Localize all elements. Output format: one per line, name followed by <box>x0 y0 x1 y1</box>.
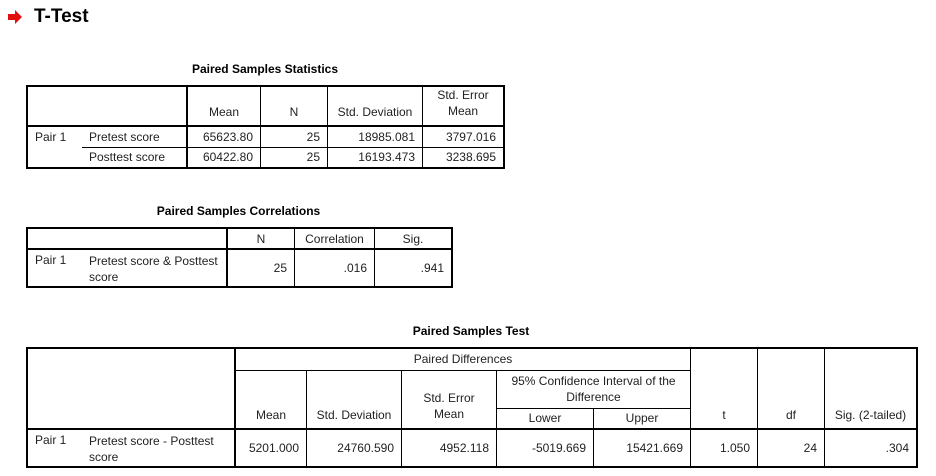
col-n: N <box>261 86 328 126</box>
stats-caption: Paired Samples Statistics <box>191 62 339 76</box>
col-lower: Lower <box>497 408 594 429</box>
arrow-right-icon <box>8 10 22 24</box>
col-upper: Upper <box>594 408 691 429</box>
col-sd: Std. Deviation <box>328 86 423 126</box>
table-row: Posttest score 60422.80 25 16193.473 3238.695 <box>27 147 504 168</box>
col-sd: Std. Deviation <box>307 370 402 429</box>
table-row: Pair 1 Pretest score 65623.80 25 18985.081 3797.016 <box>27 126 504 147</box>
paired-differences-header: Paired Differences <box>235 348 691 370</box>
col-t: t <box>691 348 758 429</box>
ci-header: 95% Confidence Interval of the Difference <box>497 370 691 408</box>
corr-caption: Paired Samples Correlations <box>156 204 321 218</box>
col-mean: Mean <box>187 86 261 126</box>
col-sig: Sig. (2-tailed) <box>825 348 918 429</box>
table-row: Pair 1 Pretest score - Posttest score 5201.000 24760.590 4952.118 -5019.669 15421.669 1.050 24 .304 <box>27 429 917 467</box>
paired-stats-table <box>26 85 505 169</box>
test-caption: Paired Samples Test <box>412 324 530 338</box>
table-row: Pair 1 Pretest score & Posttest score 25 .016 .941 <box>27 249 452 287</box>
col-se: Std. Error Mean <box>402 370 497 429</box>
col-df: df <box>758 348 825 429</box>
section-title: T-Test <box>8 6 89 28</box>
paired-corr-table <box>26 227 453 288</box>
paired-test-table <box>26 347 918 468</box>
col-n: N <box>227 228 295 249</box>
col-sig: Sig. <box>375 228 453 249</box>
col-se: Std. Error Mean <box>423 86 505 126</box>
col-correlation: Correlation <box>295 228 375 249</box>
col-mean: Mean <box>235 370 307 429</box>
